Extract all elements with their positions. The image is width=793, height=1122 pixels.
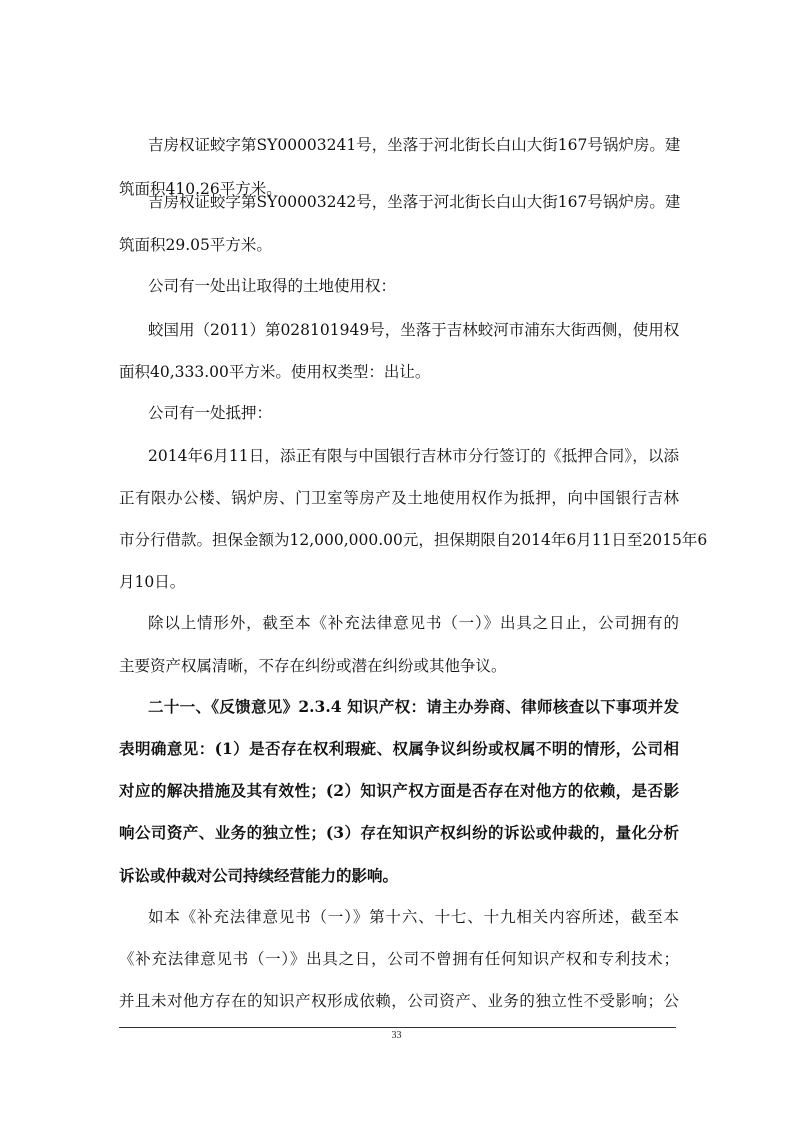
body-line-1: 吉房权证蛟字第SY00003241号，坐落于河北街长白山大街167号锅炉房。建 <box>148 136 681 154</box>
heading-line-5: 诉讼或仲裁对公司持续经营能力的影响。 <box>119 866 399 885</box>
body-line-10: 正有限办公楼、锅炉房、门卫室等房产及土地使用权作为抵押，向中国银行吉林 <box>119 489 679 507</box>
body-line-11: 市分行借款。担保金额为12,000,000.00元，担保期限自2014年6月11日至2015年6 <box>119 531 708 549</box>
body-line-2: 筑面积410.26平方米。 <box>119 180 282 198</box>
body-line-17: 并且未对他方存在的知识产权形成依赖，公司资产、业务的独立性不受影响；公 <box>119 992 679 1010</box>
body-line-7: 面积40,333.00平方米。使用权类型：出让。 <box>119 363 431 381</box>
heading-line-2: 表明确意见：(1）是否存在权利瑕疵、权属争议纠纷或权属不明的情形，公司相 <box>119 739 679 758</box>
heading-line-3: 对应的解决措施及其有效性；(2）知识产权方面是否存在对他方的依赖，是否影 <box>119 781 679 800</box>
body-line-5: 公司有一处出让取得的土地使用权： <box>148 277 397 295</box>
heading-line-4: 响公司资产、业务的独立性；(3）存在知识产权纠纷的诉讼或仲裁的，量化分析 <box>119 823 679 842</box>
body-line-9: 2014年6月11日，添正有限与中国银行吉林市分行签订的《抵押合同》，以添 <box>148 447 679 465</box>
body-line-16: 《补充法律意见书（一）》出具之日，公司不曾拥有任何知识产权和专利技术； <box>119 950 679 968</box>
page-number: 33 <box>391 1030 402 1041</box>
body-line-12: 月10日。 <box>119 573 186 591</box>
footer-divider <box>119 1027 676 1028</box>
heading-line-1: 二十一、《反馈意见》2.3.4 知识产权：请主办券商、律师核查以下事项并发 <box>148 697 679 716</box>
body-line-14: 主要资产权属清晰，不存在纠纷或潜在纠纷或其他争议。 <box>119 657 507 675</box>
body-line-15: 如本《补充法律意见书（一）》第十六、十七、十九相关内容所述，截至本 <box>148 908 679 926</box>
body-line-6: 蛟国用（2011）第028101949号，坐落于吉林蛟河市浦东大街西侧，使用权 <box>148 321 680 339</box>
body-line-8: 公司有一处抵押： <box>148 404 273 422</box>
body-line-13: 除以上情形外，截至本《补充法律意见书（一）》出具之日止，公司拥有的 <box>148 614 679 632</box>
body-line-3: 吉房权证蛟字第SY00003242号，坐落于河北街长白山大街167号锅炉房。建 <box>148 193 681 211</box>
body-line-4: 筑面积29.05平方米。 <box>119 236 272 254</box>
